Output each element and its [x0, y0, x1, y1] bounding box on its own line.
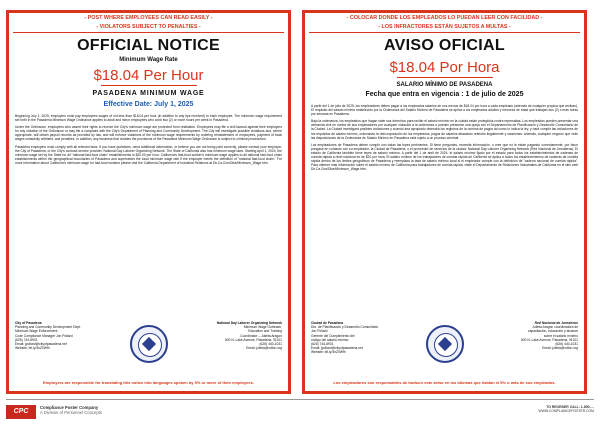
notice-title: OFFICIAL NOTICE — [77, 37, 220, 54]
contact-website: Website: bit.ly/3nZ0Wfh — [15, 346, 50, 351]
notice-body — [305, 104, 584, 171]
notice-body — [9, 114, 288, 165]
contact-line: Minimum Wage Outreach, — [243, 325, 282, 330]
posting-banner — [13, 13, 284, 33]
reorder-phone: TO REORDER CALL: 1-800-… — [546, 405, 594, 409]
notice-subtitle: SALARIO MÍNIMO DE PASADENA — [396, 82, 493, 88]
contact-line: sobre el salario mínimo — [543, 333, 578, 338]
city-seal-icon — [130, 325, 168, 363]
translation-note: Employers are responsible for translating this notice into languages spoken by 5% or more of their employees. — [43, 380, 254, 385]
notice-subtitle: Minimum Wage Rate — [119, 57, 178, 63]
contact-line: Ciudad de Pasadena — [311, 321, 344, 325]
effective-date: Fecha que entra en vigencia : 1 de julio de 2025 — [365, 91, 524, 98]
body-paragraph: Bajo la ordenanza, los empleados que hagan valer sus derechos para recibir el salario mínimo en la ciudad están protegidos contra represalias. Los empleados pueden presentar una demanda civil en contra de sus empleadores por cualquier violación a la ordenanza o pueden presentar una queja con el Departamento de Planificación y Desarrollo Comunitario de la Ciudad. La Ciudad investigará posibles violaciones y cuando sea apropiado obtendrá los registros de la nómina de pagos tal como lo indica la ley, y hará cumplir las violaciones de los requisitos de salario mínimo, ordenando la reincorporación de los empleados, pagos de salarios atrasados retenido ilegalmente y sanciones. Además, cualquier negocio que viole las disposiciones de la Ordenanza de Salario Mínimo en Pasadena está sujeto a un proceso criminal. — [311, 119, 578, 140]
contact-phone: (626) 440-1031 — [555, 342, 578, 347]
publisher-division: A Division of Personnel Concepts — [40, 410, 102, 415]
wage-rate: $18.04 Per Hour — [93, 67, 204, 84]
reorder-info — [538, 405, 594, 414]
contact-email: Email: julieta@ndlon.org — [542, 346, 578, 351]
contact-section — [311, 321, 578, 377]
contact-section — [15, 321, 282, 377]
banner-line-2: - LOS INFRACTORES ESTÁN SUJETOS A MULTAS - — [378, 24, 511, 30]
contact-line: Jon Pollard — [311, 329, 328, 334]
contact-line: Code Compliance Manager Jon Pollard — [15, 333, 73, 338]
banner-line-2: - VIOLATORS SUBJECT TO PENALTIES - — [96, 24, 201, 30]
ndlon-contact — [486, 321, 578, 350]
body-paragraph: Beginning July 1, 2025, employers must pay employees wages of not less than $18.04 per hour (in addition to any tips received) to each employee. The minimum wage requirement set forth in the Pasadena Minimum Wage Ordinance applies to adult and minor employees who work two (2) or more hours per week in Pasadena. — [15, 114, 282, 123]
english-notice-poster — [6, 10, 291, 394]
translation-note: Los empleadores son responsables de traducir este aviso en los idiomas que hablan el 5% o más de sus empleados. — [333, 380, 556, 385]
contact-line: código del salario mínimo — [311, 337, 349, 342]
effective-date: Effective Date: July 1, 2025 — [103, 101, 194, 108]
city-contact — [15, 321, 111, 350]
city-contact — [311, 321, 407, 355]
spanish-notice-poster — [302, 10, 587, 394]
contact-line: Planning and Community Development Dept. — [15, 325, 81, 330]
contact-address: 500 N. Lake Avenue, Pasadena, 91101 — [520, 337, 578, 342]
banner-line-1: - COLOCAR DONDE LOS EMPLEADOS LO PUEDAN LEER CON FACILIDAD - — [346, 15, 543, 21]
contact-line: National Day Laborer Organizing Network — [216, 321, 282, 325]
contact-email: Email: jpollard@cityofpasadena.net — [15, 342, 67, 347]
notice-title: AVISO OFICIAL — [384, 37, 505, 54]
contact-phone: (626) 440-1031 — [259, 342, 282, 347]
seal-mark-icon — [141, 337, 155, 351]
contact-line: Red Nacional de Jornaleros — [534, 321, 578, 325]
body-paragraph: A partir del 1 de julio de 2025, los empleadores deben pagar a los empleados salarios de nos menos de $18.04 por hora a cada empleado (además de cualquier propina que reciban). El requisito del salario mínimo establecido por la Ordenanza del Salario Mínimo de Pasadena se aplica a los empleados adultos y menores de edad que trabajan dos (2) o más horas por semana en Pasadena. — [311, 104, 578, 117]
publisher-tagline — [40, 405, 102, 415]
contact-email: Email: julieta@ndlon.org — [246, 346, 282, 351]
posting-banner — [309, 13, 580, 33]
contact-line: City of Pasadena — [15, 321, 42, 325]
contact-phone: (626) 744-6931 — [311, 342, 334, 347]
contact-line: Coordinator – Julieta Aragon — [240, 333, 282, 338]
reorder-website[interactable]: WWW.COMPLIANCEPOSTER.COM — [538, 409, 594, 414]
cpc-logo: CPC — [6, 405, 36, 419]
wage-rate: $18.04 Por Hora — [389, 59, 500, 76]
rate-divider — [101, 85, 197, 86]
body-paragraph: Los empleadores de Pasadena deben cumplir con todas las leyes pertinentes. Si tiene preguntas, necesita información, o cree que no le están pagando correctamente, por favor póngase en contacto con su empleador, la Ciudad de Pasadena, o el proveedor de servicios de la ciudad: National Day Laborer Organizing Network (Red Nacional de Jornaleros). El estado de California también tiene leyes de salario mínimo. A partir del 1 de abril de 2024, el salario mínimo fijado por el estado para todos los establecimientos de cadenas de comida rápida a nivel nacional es de $20 por hora. El salario mínimo de los trabajadores de comida rápida de California se aplica a todos los establecimientos de cadenas de comida rápida dentro de los límites geográficos de Pasadena y reemplaza la tasa de salario mínimo local si el empleador cumple con la definición de "cadena nacional de comida rápida". Para obtener más información sobre el salario mínimo de California para trabajadores de comida rápida, visite el Departamento de Relaciones Industriales de California en el sitio web Dir.Ca.Gov/Dlse/Minimum_Wage.htm. — [311, 142, 579, 172]
contact-line: Julieta Aragón coordinadora de — [532, 325, 578, 330]
contact-line: Education and Training — [248, 329, 282, 334]
city-seal-icon — [426, 325, 464, 363]
body-paragraph: Pasadena employers must comply with all relevant laws. If you have questions, need additional information, or believe you are not being paid correctly, please contact your employer, the City of Pasadena, or the City's contract service provider: National Day Laborer Organizing Network. The State of California also has minimum wage laws. Starting April 1, 2024, the minimum wage set by the State for all "national fast-food chain" establishments is $20.00 per hour. California's fast-food worker's minimum wage applies to all national fast-food chain establishments within the geographical boundaries of Pasadena and supersedes the local minimum wage rate if the employer meets the definition of "national fast-food chain." For more information about California's minimum wage for fast-food workers please visit the California Department of Industrial Relations at Dir.Ca.Gov/Dlse/Minimum_Wage.htm. — [15, 144, 282, 165]
seal-mark-icon — [437, 337, 451, 351]
body-paragraph: Under the Ordinance, employees who assert their rights to receive the City's minimum wage are protected from retaliation. Employees may file a civil lawsuit against their employers for any violation of the Ordinance or may file a complaint with the City's Department of Planning and Community Development. The City will investigate possible violations and, where appropriate, will obtain payroll records as provided by law, and will enforce violations of the minimum wage requirements by ordering reinstatement of employees, payment of back wages unlawfully withheld, and penalties. In addition, any business that violates the provisions of the Pasadena Minimum Wage Ordinance is subject to criminal prosecution. — [15, 125, 282, 142]
publisher-name: Compliance Poster Company — [40, 405, 99, 410]
contact-line: Minimum Wage Enforcement — [15, 329, 58, 334]
contact-line: capacitación, educación y alcance — [527, 329, 578, 334]
contact-phone: (626) 744-6931 — [15, 337, 38, 342]
contact-address: 500 N. Lake Avenue, Pasadena, 91101 — [224, 337, 282, 342]
banner-line-1: - POST WHERE EMPLOYEES CAN READ EASILY - — [84, 15, 213, 21]
contact-email: Email: jpollard@cityofpasadena.net — [311, 346, 363, 351]
publisher-footer — [6, 399, 594, 425]
ndlon-contact — [190, 321, 282, 350]
contact-line: Dto. de Planificación y Desarrollo Comunitario — [311, 325, 379, 330]
contact-website: Website: bit.ly/3nZ0Wfh — [311, 350, 346, 355]
rate-divider — [397, 77, 493, 78]
wage-label: PASADENA MINIMUM WAGE — [92, 90, 205, 97]
contact-line: Gerente del Cumplimiento del — [311, 333, 355, 338]
